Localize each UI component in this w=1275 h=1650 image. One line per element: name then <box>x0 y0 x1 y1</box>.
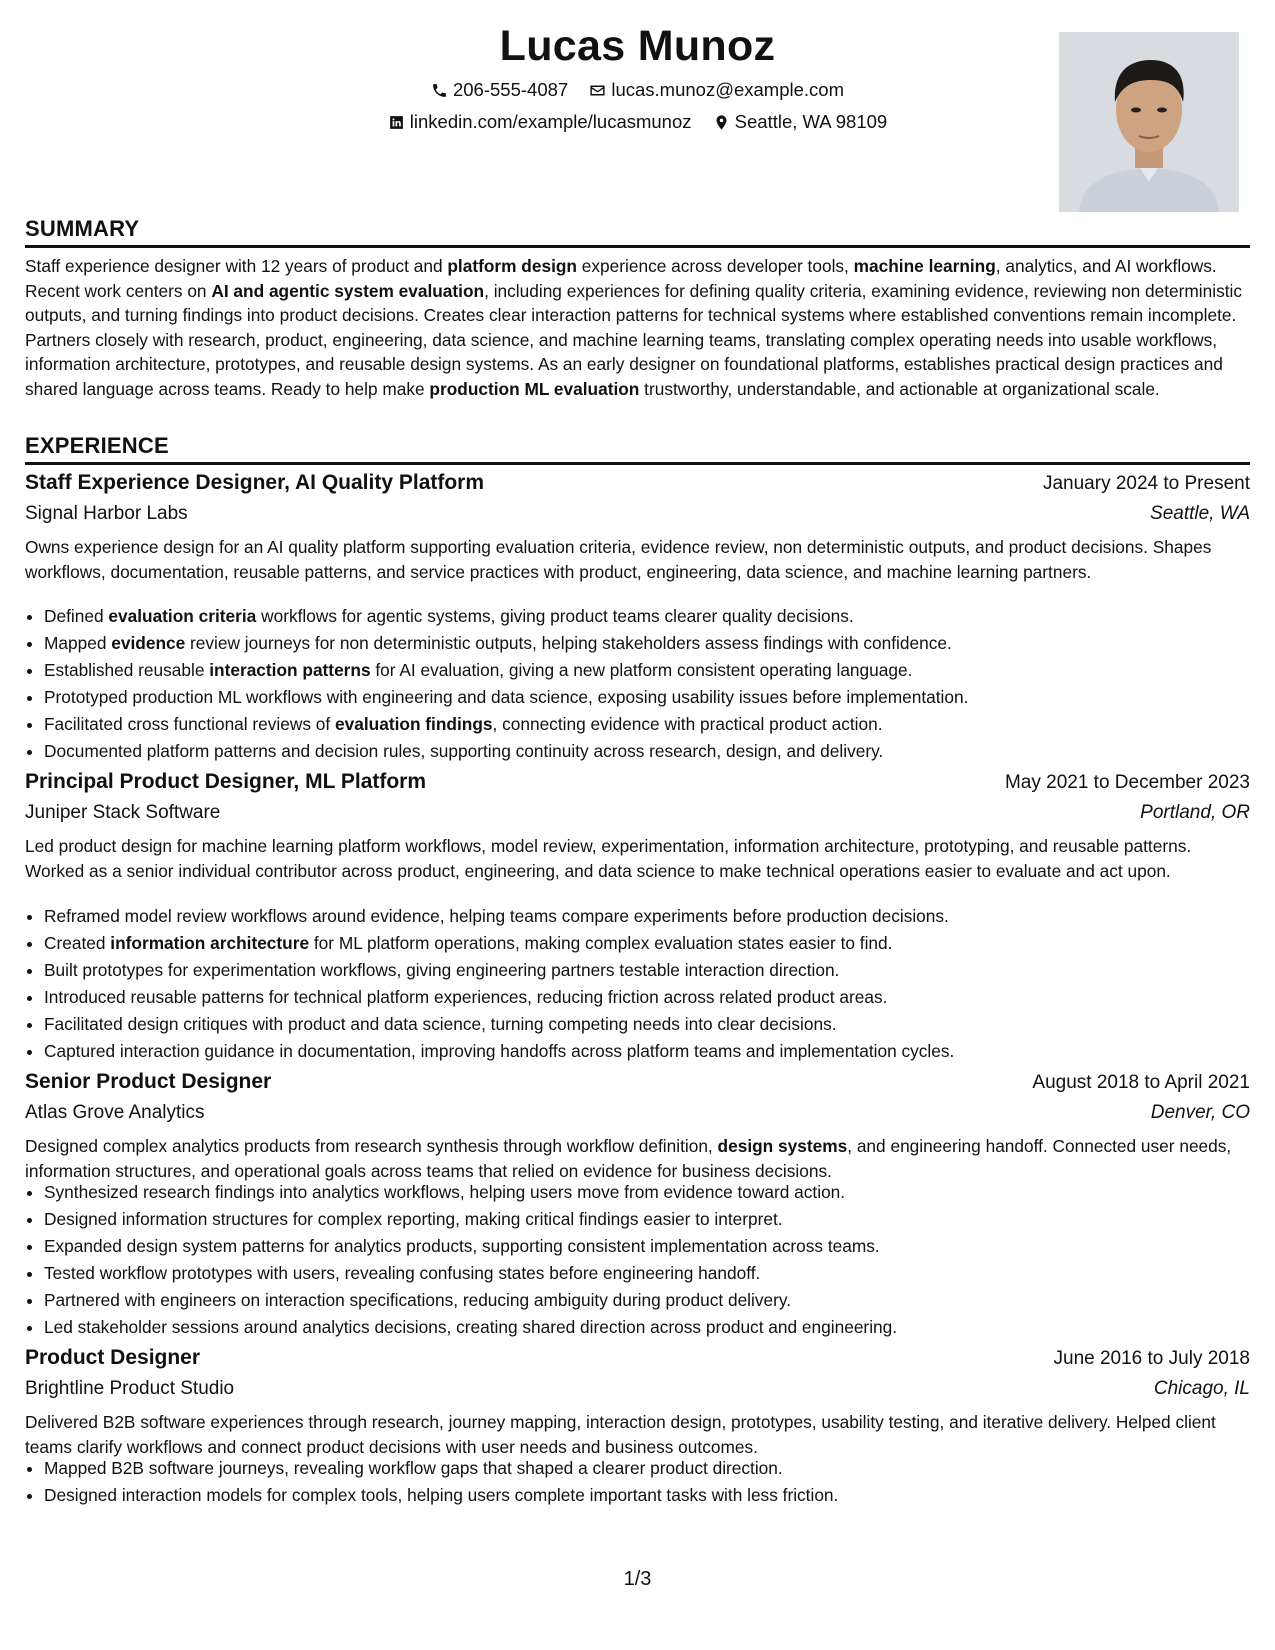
text-run: Defined <box>44 606 109 626</box>
job-bullets <box>25 1179 1269 1341</box>
job-location: Portland, OR <box>1140 802 1250 823</box>
bullet-item <box>44 1038 1269 1065</box>
text-run: , and engineering handoff. Connected user needs, information structures, and operational goals across teams that relied on evidence for business decisions. <box>25 1136 1232 1181</box>
text-run: Led product design for machine learning platform workflows, model review, experimentation, information architecture, prototyping, and reusable patterns. Worked as a senior individual contributor across product, engineering, and data science to make technical operations easier to evaluate and act upon. <box>25 836 1192 881</box>
text-run: Captured interaction guidance in documentation, improving handoffs across platform teams and implementation cycles. <box>44 1041 955 1061</box>
bullet-item <box>44 1260 1269 1287</box>
bold-text: evidence <box>111 633 186 653</box>
job-dates: August 2018 to April 2021 <box>1032 1072 1250 1093</box>
text-run: Designed complex analytics products from research synthesis through workflow definition, <box>25 1136 718 1156</box>
job-location: Chicago, IL <box>1153 1378 1250 1399</box>
text-run: for ML platform operations, making complex evaluation states easier to find. <box>309 933 893 953</box>
job-description <box>25 834 1250 883</box>
text-run: Expanded design system patterns for analytics products, supporting consistent implementation across teams. <box>44 1236 880 1256</box>
text-run: Built prototypes for experimentation workflows, giving engineering partners testable interaction direction. <box>44 960 840 980</box>
job-title: Product Designer <box>25 1346 201 1369</box>
bullet-item <box>44 1179 1269 1206</box>
bullet-item <box>44 1287 1269 1314</box>
text-run: Created <box>44 933 111 953</box>
text-run: review journeys for non deterministic outputs, helping stakeholders assess findings with confidence. <box>185 633 952 653</box>
candidate-name: Lucas Munoz <box>499 22 776 70</box>
experience-heading: EXPERIENCE <box>25 433 169 458</box>
phone-icon <box>431 82 448 99</box>
bullet-item <box>44 984 1269 1011</box>
text-run: Delivered B2B software experiences through research, journey mapping, interaction design, prototypes, usability testing, and iterative delivery. Helped client teams clarify workflows and connect product decisions with user needs and business outcomes. <box>25 1412 1216 1457</box>
job-company: Juniper Stack Software <box>25 802 221 823</box>
job-bullets <box>25 903 1269 1065</box>
bullet-item <box>44 657 1269 684</box>
bullet-item <box>44 1206 1269 1233</box>
job-bullets <box>25 603 1269 765</box>
profile-photo <box>1059 32 1239 212</box>
text-run: , connecting evidence with practical product action. <box>492 714 883 734</box>
summary-heading: SUMMARY <box>25 216 140 241</box>
text-run: , analytics, and AI workflows. Recent work centers on <box>25 256 1217 301</box>
job-title: Staff Experience Designer, AI Quality Platform <box>25 471 485 494</box>
bullet-item <box>44 738 1269 765</box>
text-run: Introduced reusable patterns for technical platform experiences, reducing friction across related product areas. <box>44 987 888 1007</box>
job-description <box>25 1410 1250 1459</box>
job-description <box>25 1134 1250 1183</box>
text-run: , including experiences for defining quality criteria, examining evidence, reviewing non deterministic outputs, and turning findings into product decisions. Creates clear interaction patterns for technical systems where established conventions remain incomplete. Partners closely with research, product, engineering, data science, and machine learning teams, translating complex operating needs into usable workflows, information architecture, prototypes, and reusable design systems. As an early designer on foundational platforms, establishes practical design practices and shared language across teams. Ready to help make <box>25 280 1242 399</box>
linkedin-text: linkedin.com/example/lucasmunoz <box>409 111 692 132</box>
text-run: Staff experience designer with 12 years of product and <box>25 256 448 276</box>
bullet-item <box>44 630 1269 657</box>
bold-text: information architecture <box>110 933 310 953</box>
location-text: Seattle, WA 98109 <box>734 111 888 132</box>
job-title: Senior Product Designer <box>25 1070 272 1093</box>
text-run: Mapped B2B software journeys, revealing workflow gaps that shaped a clearer product direction. <box>44 1458 783 1478</box>
bullet-item <box>44 930 1269 957</box>
experience-rule <box>25 462 1250 465</box>
job-title: Principal Product Designer, ML Platform <box>25 770 427 793</box>
text-run: Designed information structures for complex reporting, making critical findings easier to interpret. <box>44 1209 783 1229</box>
contact-phone[interactable] <box>431 79 568 101</box>
job-bullets <box>25 1455 1269 1509</box>
text-run: Reframed model review workflows around evidence, helping teams compare experiments before production decisions. <box>44 906 949 926</box>
summary-text <box>25 254 1250 402</box>
text-run: Facilitated design critiques with product and data science, turning competing needs into clear decisions. <box>44 1014 837 1034</box>
resume-page <box>25 0 1250 1650</box>
bold-text: machine learning <box>853 256 996 276</box>
contact-location <box>713 111 888 133</box>
bullet-item <box>44 957 1269 984</box>
text-run: Led stakeholder sessions around analytics decisions, creating shared direction across product and engineering. <box>44 1317 898 1337</box>
job-location: Denver, CO <box>1150 1102 1250 1123</box>
job-company: Atlas Grove Analytics <box>25 1102 205 1123</box>
map-pin-icon <box>713 114 730 131</box>
bullet-item <box>44 903 1269 930</box>
text-run: Designed interaction models for complex tools, helping users complete important tasks with less friction. <box>44 1485 839 1505</box>
page-number: 1/3 <box>623 1568 652 1590</box>
bold-text: production ML evaluation <box>429 378 640 399</box>
bold-text: interaction patterns <box>209 660 371 680</box>
job-dates: June 2016 to July 2018 <box>1053 1348 1250 1369</box>
bullet-item <box>44 1455 1269 1482</box>
bold-text: AI and agentic system evaluation <box>211 280 485 301</box>
bullet-item <box>44 603 1269 630</box>
bullet-item <box>44 1314 1269 1341</box>
bullet-item <box>44 1011 1269 1038</box>
text-run: Partnered with engineers on interaction specifications, reducing ambiguity during product delivery. <box>44 1290 792 1310</box>
text-run: Mapped <box>44 633 112 653</box>
text-run: Tested workflow prototypes with users, revealing confusing states before engineering handoff. <box>44 1263 761 1283</box>
summary-rule <box>25 245 1250 248</box>
text-run: Owns experience design for an AI quality platform supporting evaluation criteria, evidence review, non deterministic outputs, and product decisions. Shapes workflows, documentation, reusable patterns, and service practices with product, engineering, data science, and machine learning partners. <box>25 537 1212 582</box>
bullet-item <box>44 1482 1269 1509</box>
job-dates: January 2024 to Present <box>1042 473 1250 494</box>
contact-email[interactable] <box>589 79 844 101</box>
bold-text: platform design <box>447 256 577 276</box>
bullet-item <box>44 711 1269 738</box>
bullet-item <box>44 1233 1269 1260</box>
text-run: Documented platform patterns and decision rules, supporting continuity across research, design, and delivery. <box>44 741 884 761</box>
bullet-item <box>44 684 1269 711</box>
job-dates: May 2021 to December 2023 <box>1004 772 1250 793</box>
bold-text: design systems <box>717 1136 848 1156</box>
job-location: Seattle, WA <box>1150 503 1250 524</box>
text-run: Prototyped production ML workflows with engineering and data science, exposing usability issues before implementation. <box>44 687 969 707</box>
job-company: Brightline Product Studio <box>25 1378 235 1399</box>
envelope-icon <box>589 82 606 99</box>
text-run: Facilitated cross functional reviews of <box>44 714 336 734</box>
email-text: lucas.munoz@example.com <box>611 79 844 100</box>
job-description <box>25 535 1250 584</box>
text-run: Synthesized research findings into analytics workflows, helping users move from evidence toward action. <box>44 1182 846 1202</box>
text-run: workflows for agentic systems, giving product teams clearer quality decisions. <box>256 606 854 626</box>
bold-text: evaluation findings <box>335 714 493 734</box>
text-run: experience across developer tools, <box>577 256 854 276</box>
phone-text: 206-555-4087 <box>452 79 569 100</box>
portrait-image <box>1059 32 1239 212</box>
text-run: for AI evaluation, giving a new platform consistent operating language. <box>370 660 913 680</box>
text-run: trustworthy, understandable, and actionable at organizational scale. <box>639 378 1160 399</box>
linkedin-icon <box>388 114 405 131</box>
contact-linkedin[interactable] <box>388 111 692 133</box>
bold-text: evaluation criteria <box>108 606 257 626</box>
text-run: Established reusable <box>44 660 210 680</box>
job-company: Signal Harbor Labs <box>25 503 188 524</box>
